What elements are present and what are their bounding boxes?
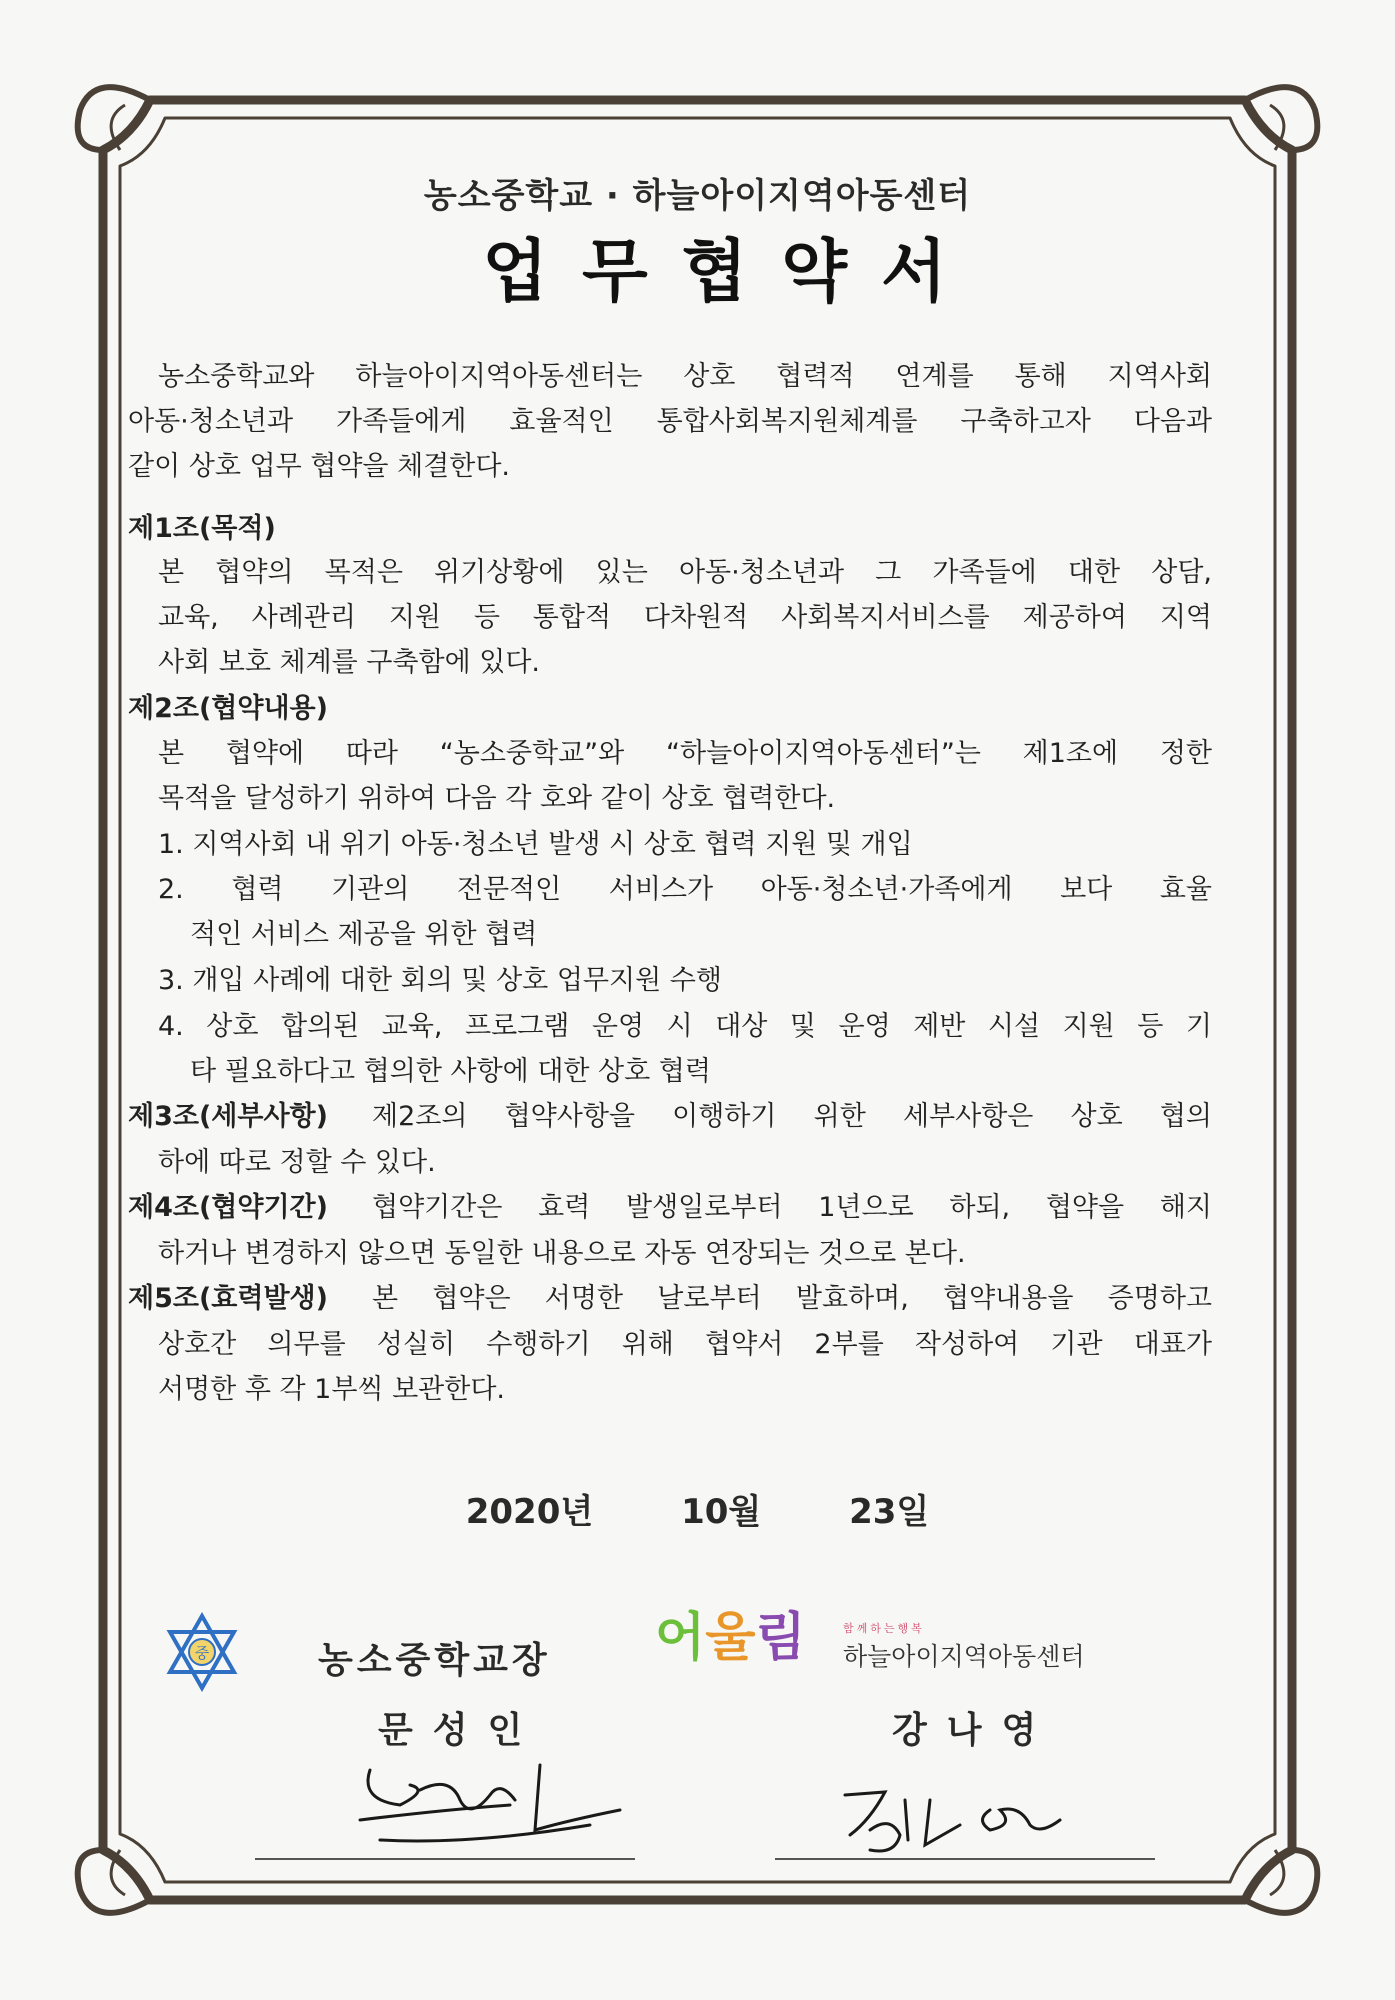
article-2-item: 적인 서비스 제공을 위한 협력 — [190, 919, 538, 950]
school-principal-name: 문성인 — [378, 1709, 543, 1751]
school-emblem-icon — [162, 1612, 242, 1692]
date-month: 10월 — [681, 1492, 762, 1532]
article-1-heading: 제1조(목적) — [128, 513, 276, 544]
emblem-letter: 중 — [194, 1644, 210, 1662]
center-name: 하늘아이지역아동센터 — [843, 1642, 1085, 1671]
article-2-item: 2. 협력 기관의 전문적인 서비스가 아동·청소년·가족에게 보다 효율 — [158, 874, 1212, 905]
article-2-item: 4. 상호 합의된 교육, 프로그램 운영 시 대상 및 운영 제반 시설 지원 등 기 — [158, 1011, 1212, 1042]
left-signature — [340, 1750, 640, 1860]
article-2-item: 3. 개입 사례에 대한 회의 및 상호 업무지원 수행 — [158, 965, 722, 996]
date-day: 23일 — [849, 1492, 930, 1532]
signing-date — [0, 1484, 1395, 1533]
article-2-line: 목적을 달성하기 위하여 다음 각 호와 같이 상호 협력한다. — [158, 783, 836, 814]
center-logo — [655, 1600, 840, 1680]
intro-line-2: 아동·청소년과 가족들에게 효율적인 통합사회복지원체계를 구축하고자 다음과 — [128, 406, 1212, 437]
article-5-heading: 제5조(효력발생) — [128, 1283, 328, 1314]
logo-text: 어울림 — [655, 1608, 806, 1668]
article-4-line: 협약기간은 효력 발생일로부터 1년으로 하되, 협약을 해지 — [372, 1192, 1212, 1223]
article-2-item: 타 필요하다고 협의한 사항에 대한 상호 협력 — [190, 1056, 711, 1087]
school-principal-title: 농소중학교장 — [318, 1640, 551, 1681]
left-signature-line — [255, 1858, 635, 1860]
document-title: 업무협약서 — [482, 232, 981, 312]
article-2-heading: 제2조(협약내용) — [128, 693, 328, 724]
article-1-line: 교육, 사례관리 지원 등 통합적 다차원적 사회복지서비스를 제공하여 지역 — [158, 602, 1212, 633]
article-2-item: 1. 지역사회 내 위기 아동·청소년 발생 시 상호 협력 지원 및 개입 — [158, 829, 913, 860]
article-5-line: 본 협약은 서명한 날로부터 발효하며, 협약내용을 증명하고 — [372, 1283, 1212, 1314]
article-3-line: 하에 따로 정할 수 있다. — [158, 1147, 436, 1178]
right-signature — [830, 1780, 1090, 1860]
article-4-line: 하거나 변경하지 않으면 동일한 내용으로 자동 연장되는 것으로 본다. — [158, 1238, 966, 1269]
right-signature-line — [775, 1858, 1155, 1860]
article-4-heading: 제4조(협약기간) — [128, 1192, 328, 1223]
article-5-line: 서명한 후 각 1부씩 보관한다. — [158, 1374, 505, 1405]
article-3-heading: 제3조(세부사항) — [128, 1101, 328, 1132]
intro-line-1: 농소중학교와 하늘아이지역아동센터는 상호 협력적 연계를 통해 지역사회 — [158, 361, 1212, 392]
document-subtitle: 농소중학교 · 하늘아이지역아동센터 — [423, 176, 972, 216]
center-director-name: 강나영 — [892, 1709, 1057, 1751]
date-year: 2020년 — [465, 1492, 594, 1532]
article-1-line: 본 협약의 목적은 위기상황에 있는 아동·청소년과 그 가족들에 대한 상담, — [158, 557, 1212, 588]
intro-line-3: 같이 상호 업무 협약을 체결한다. — [128, 451, 510, 482]
article-3-line: 제2조의 협약사항을 이행하기 위한 세부사항은 상호 협의 — [372, 1101, 1212, 1132]
article-1-line: 사회 보호 체계를 구축함에 있다. — [158, 647, 540, 678]
article-2-line: 본 협약에 따라 “농소중학교”와 “하늘아이지역아동센터”는 제1조에 정한 — [158, 738, 1212, 769]
logo-tagline: 함께하는행복 — [843, 1622, 925, 1635]
article-5-line: 상호간 의무를 성실히 수행하기 위해 협약서 2부를 작성하여 기관 대표가 — [158, 1329, 1212, 1360]
